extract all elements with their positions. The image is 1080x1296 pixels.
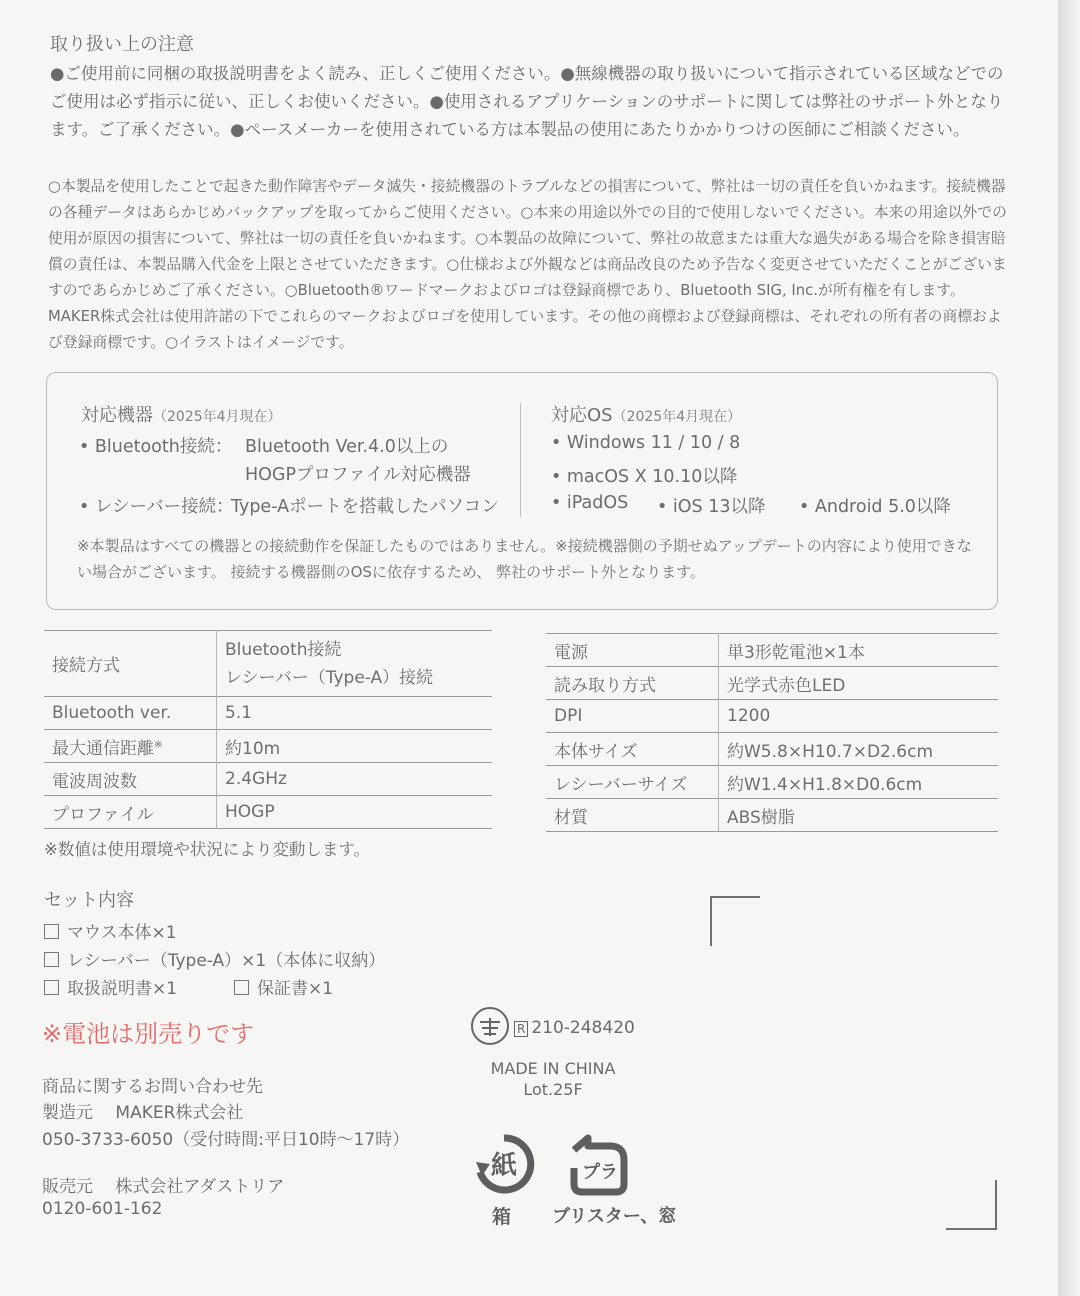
checkbox-icon	[234, 980, 249, 995]
bt-connection-label: • Bluetooth接続：	[79, 437, 233, 457]
spec-row	[44, 697, 492, 730]
spec-key: プロファイル	[44, 796, 217, 829]
spec-key: 材質	[546, 799, 719, 832]
os-heading: 対応OS（2025年4月現在）	[551, 405, 742, 426]
spec-value: 単3形乾電池×1本	[719, 634, 999, 667]
svg-text:プラ: プラ	[582, 1162, 618, 1183]
registered-r-icon: R	[514, 1021, 528, 1037]
spec-row	[44, 763, 492, 796]
crop-mark	[946, 1228, 996, 1230]
certification-number: R 210-248420	[514, 1018, 635, 1038]
spec-row	[546, 634, 998, 667]
paper-recycle-label: 箱	[492, 1206, 512, 1228]
receiver-connection-label: • レシーバー接続：	[79, 497, 234, 517]
package-edge	[1058, 0, 1080, 1296]
contents-title: セット内容	[44, 890, 134, 911]
lot-number: Lot.25F	[523, 1080, 583, 1099]
os-item-ipados: • iPadOS	[551, 493, 629, 513]
precautions-title: 取り扱い上の注意	[50, 34, 194, 55]
spec-row	[546, 766, 998, 799]
spec-row	[546, 700, 998, 733]
os-item-macos: • macOS X 10.10以降	[551, 467, 738, 487]
spec-key: DPI	[546, 700, 719, 733]
spec-value: 約10m	[217, 730, 493, 763]
bt-connection-value-2: HOGPプロファイル対応機器	[245, 465, 471, 485]
box-divider	[520, 403, 521, 517]
contents-item: 取扱説明書×1	[44, 974, 177, 999]
distributor: 販売元 株式会社アダストリア	[42, 1177, 285, 1197]
spec-key: 電波周波数	[44, 763, 217, 796]
contents-item: レシーバー（Type-A）×1（本体に収納）	[44, 946, 385, 971]
precautions-paragraph-2: ○本製品を使用したことで起きた動作障害やデータ滅失・接続機器のトラブルなどの損害について、弊社は一切の責任を負いかねます。接続機器の各種データはあらかじめバックアップを取ってからご使用ください。○本来の用途以外での目的で使用しないでください。本来の用途以外での使用が原因の損害について、弊社は一切の責任を負いかねます。○本製品の故障について、弊社の故意または重大な過失がある場合を除き損害賠償の責任は、本製品購入代金を上限とさせていただきます。○仕様および外観などは商品改良のため予告なく変更させていただくことがございますのであらかじめご了承ください。○Bluetooth®ワードマークおよびロゴは登録商標であり、Bluetooth SIG, Inc.が所有権を有します。MAKER株式会社は使用許諾の下でこれらのマークおよびロゴを使用しています。その他の商標および登録商標は、それぞれの所有者の商標および登録商標です。○イラストはイメージです。	[48, 178, 1007, 351]
battery-sold-separately-note: ※電池は別売りです	[42, 1020, 255, 1048]
spec-value: Bluetooth接続 レシーバー（Type-A）接続	[217, 631, 493, 697]
paper-recycle-icon	[472, 1132, 536, 1196]
bt-connection-value-1: Bluetooth Ver.4.0以上の	[245, 437, 449, 457]
spec-key: 本体サイズ	[546, 733, 719, 766]
made-in: MADE IN CHINA	[490, 1059, 616, 1078]
spec-row	[546, 667, 998, 700]
crop-mark	[710, 896, 712, 946]
spec-table-left	[44, 630, 492, 829]
spec-value: ABS樹脂	[719, 799, 999, 832]
os-item-ios: • iOS 13以降	[657, 497, 766, 517]
contents-item: マウス本体×1	[44, 918, 177, 943]
origin-info	[470, 1058, 636, 1100]
spec-row	[44, 796, 492, 829]
plastic-recycle-icon	[566, 1134, 632, 1196]
receiver-connection-value: Type-Aポートを搭載したパソコン	[231, 497, 499, 517]
tech-conformity-mark-icon	[470, 1006, 510, 1046]
checkbox-icon	[44, 980, 59, 995]
distributor-phone: 0120-601-162	[42, 1199, 163, 1219]
spec-key: 最大通信距離※	[44, 730, 217, 763]
svg-text:紙: 紙	[490, 1151, 518, 1181]
spec-value: 5.1	[217, 697, 493, 730]
checkbox-icon	[44, 924, 59, 939]
spec-key: レシーバーサイズ	[546, 766, 719, 799]
spec-footnote: ※数値は使用環境や状況により変動します。	[44, 840, 371, 859]
spec-row	[546, 733, 998, 766]
spec-row	[44, 631, 492, 697]
compatibility-box	[46, 372, 998, 610]
spec-value: 約W5.8×H10.7×D2.6cm	[719, 733, 999, 766]
spec-row	[546, 799, 998, 832]
spec-table-right	[546, 633, 998, 832]
crop-mark	[995, 1180, 997, 1230]
plastic-recycle-label: ブリスター、窓	[552, 1206, 677, 1227]
os-item-windows: • Windows 11 / 10 / 8	[551, 433, 741, 453]
spec-key: 電源	[546, 634, 719, 667]
manufacturer: 製造元 MAKER株式会社	[42, 1103, 244, 1123]
spec-key: 接続方式	[44, 631, 217, 697]
contact-heading: 商品に関するお問い合わせ先	[42, 1077, 263, 1097]
crop-mark	[710, 896, 760, 898]
spec-key: 読み取り方式	[546, 667, 719, 700]
spec-value: 約W1.4×H1.8×D0.6cm	[719, 766, 999, 799]
compatibility-note: ※本製品はすべての機器との接続動作を保証したものではありません。※接続機器側の予期せぬアップデートの内容により使用できない場合がございます。 接続する機器側のOSに依存するため、 弊社のサポート外となります。	[77, 537, 972, 581]
precautions-paragraph-1: ●ご使用前に同梱の取扱説明書をよく読み、正しくご使用ください。●無線機器の取り扱いについて指示されている区域などでのご使用は必ず指示に従い、正しくお使いください。●使用されるアプリケーションのサポートに関しては弊社のサポート外となります。ご了承ください。●ペースメーカーを使用されている方は本製品の使用にあたりかかりつけの医師にご相談ください。	[50, 64, 1004, 139]
os-item-android: • Android 5.0以降	[799, 497, 951, 517]
manufacturer-phone: 050-3733-6050（受付時間:平日10時〜17時）	[42, 1130, 410, 1150]
spec-value: HOGP	[217, 796, 493, 829]
spec-value: 1200	[719, 700, 999, 733]
spec-value: 光学式赤色LED	[719, 667, 999, 700]
spec-key: Bluetooth ver.	[44, 697, 217, 730]
spec-row	[44, 730, 492, 763]
contents-item: 保証書×1	[234, 974, 333, 999]
devices-heading: 対応機器（2025年4月現在）	[81, 405, 282, 426]
spec-value: 2.4GHz	[217, 763, 493, 796]
checkbox-icon	[44, 952, 59, 967]
